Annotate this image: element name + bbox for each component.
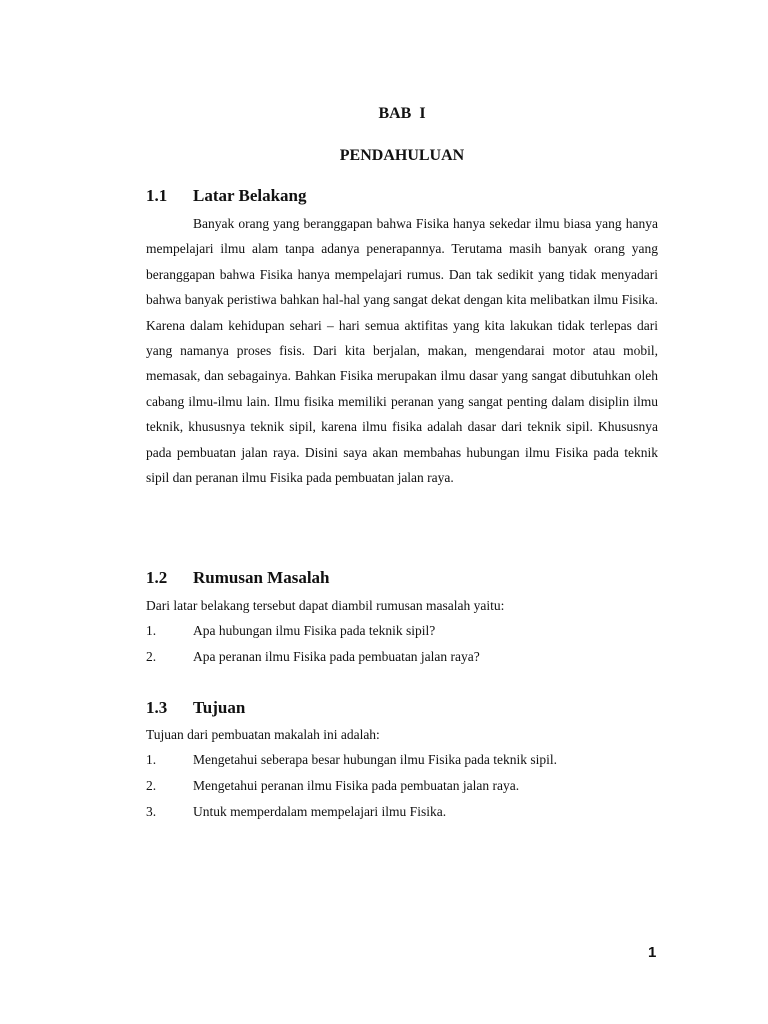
section-title: Rumusan Masalah (193, 568, 330, 587)
background-paragraph: Banyak orang yang beranggapan bahwa Fisika hanya sekedar ilmu biasa yang hanya mempelajari ilmu alam tanpa adanya penerapannya. Terutama masih banyak orang yang beranggapan bahwa Fisika hanya mempelajari rumus. Dan tak sedikit yang tidak menyadari bahwa banyak peristiwa bahkan hal-hal yang sangat dekat dengan kita melibatkan ilmu Fisika. Karena dalam kehidupan sehari – hari semua aktifitas yang kita lakukan tidak terlepas dari yang namanya proses fisis. Dari kita berjalan, makan, mengendarai motor atau mobil, memasak, dan sebagainya. Bahkan Fisika merupakan ilmu dasar yang sangat dibutuhkan oleh cabang ilmu-ilmu lain. Ilmu fisika memiliki peranan yang sangat penting dalam disiplin ilmu teknik, khususnya teknik sipil, karena ilmu fisika adalah dasar dari teknik sipil. Khususnya pada pembuatan jalan raya. Disini saya akan membahas hubungan ilmu Fisika pada teknik sipil dan peranan ilmu Fisika pada pembuatan jalan raya. (146, 216, 658, 486)
list-item-number: 2. (146, 649, 157, 664)
purpose-intro: Tujuan dari pembuatan makalah ini adalah: (146, 727, 380, 742)
section-title: Latar Belakang (193, 186, 307, 205)
list-item-number: 2. (146, 778, 157, 793)
problem-intro: Dari latar belakang tersebut dapat diambil rumusan masalah yaitu: (146, 598, 505, 613)
list-item (146, 751, 557, 777)
list-item (146, 648, 480, 674)
list-item-text: Apa peranan ilmu Fisika pada pembuatan jalan raya? (193, 649, 480, 664)
list-item-number: 1. (146, 623, 157, 638)
problem-list (146, 622, 480, 674)
list-item-text: Mengetahui seberapa besar hubungan ilmu Fisika pada teknik sipil. (193, 752, 558, 767)
list-item-text: Mengetahui peranan ilmu Fisika pada pembuatan jalan raya. (193, 778, 520, 793)
list-item-number: 1. (146, 752, 157, 767)
list-item (146, 803, 557, 829)
section-heading-latar-belakang (146, 186, 307, 206)
chapter-title: PENDAHULUAN (339, 147, 465, 164)
list-item (146, 777, 557, 803)
section-title: Tujuan (193, 698, 246, 717)
purpose-list (146, 751, 557, 829)
list-item-number: 3. (146, 804, 157, 819)
section-heading-tujuan (146, 698, 245, 718)
list-item-text: Apa hubungan ilmu Fisika pada teknik sipil? (193, 623, 436, 638)
section-number: 1.3 (146, 698, 168, 717)
page-number: 1 (648, 944, 657, 961)
section-heading-rumusan-masalah (146, 568, 330, 588)
chapter-number: BAB I (378, 105, 426, 122)
section-number: 1.2 (146, 568, 168, 587)
section-number: 1.1 (146, 186, 168, 205)
list-item (146, 622, 480, 648)
list-item-text: Untuk memperdalam mempelajari ilmu Fisika. (193, 804, 447, 819)
